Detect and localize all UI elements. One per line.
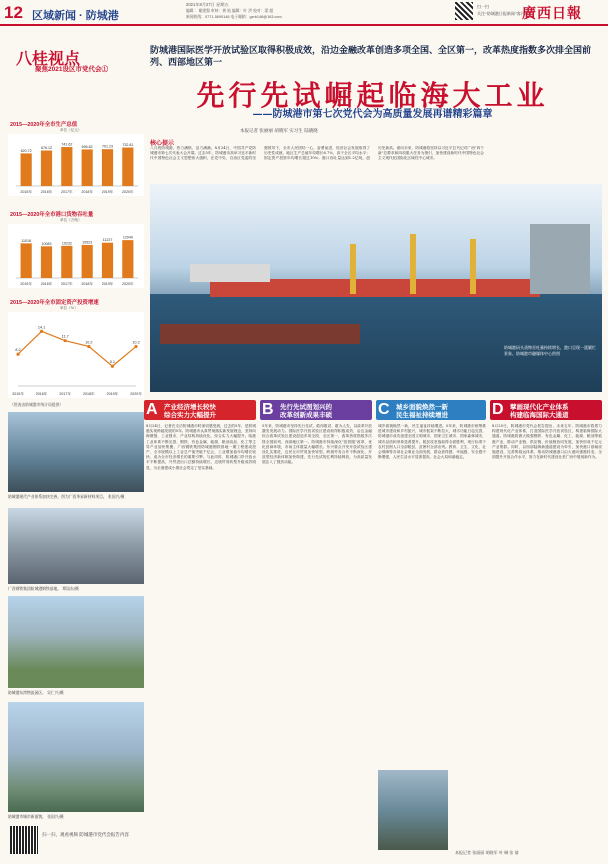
photo-caption-4: 防城港市城市新面貌。 张国兴/摄 [8,814,64,819]
section-c-photo [378,770,448,850]
series-line [18,331,136,366]
qr-text-2: 关注"防城港日报新闻"客户端 [477,11,529,16]
bar-5 [122,148,133,186]
section-a-banner [144,400,256,420]
photo-city [8,702,144,812]
data-label-1: 14.1 [37,325,46,330]
bar-0 [21,243,32,278]
tick-label-3: 2018年 [83,392,95,396]
footer-qr-icon[interactable] [10,826,38,854]
lead-text: 八月的防城港，热力满格，活力满满。8月24日，中国共产党防城港市第七次代表大会开幕。过去5年，防城港市高举习近平新时代中国特色社会主义思想伟大旗帜，在党中央、自治区党委的坚强领导下，全市人民团结一心，奋勇前进，经济社会发展取得了历史性成就，地区生产总值年均增长6.7%，高于全区平均水平；固定资产投资年均增长超过10%；港口吞吐量达到1.2亿吨，创历史新高。面向未来，防城港将坚持以习近平总书记对广西"四个新"总要求和四项重大任务为指引，加快建设新时代中国特色社会主义现代化国际化区域性中心城市。 [150,146,484,161]
chart-3-title: 2015—2020年全市固定资产投资增速 [10,300,99,306]
article-kicker: 防城港国际医学开放试验区取得积极成效，沿边金融改革创造多项全国、全区第一，改革热度指数多次排全国前列、西部地区第一 [150,45,592,67]
tick-label-5: 2020年 [122,282,134,286]
core-label: 核心提示 [150,141,175,147]
qr-code-icon[interactable] [455,2,473,20]
main-photo-caption: 防城港码头货物吞吐量持续增长，港口呈现一派繁忙景象。防城港市融媒体中心供图 [504,345,596,356]
section-b-line2: 改革创新成果丰硕 [280,412,332,419]
bar-2 [61,147,72,186]
port-throughput-bar-chart [8,224,144,288]
section-c-letter: C [378,401,390,418]
section-b-text: 5年来，防城港市坚持先行先试，敢闯敢试、敢为人先，以改革开放激发发展动力。国际医学开放试验区建设取得积极成效，沿边金融综合改革试验区建设创造多项全国、全区第一，改革热度指数多次排全国前列、西部地区第一。防城港市持续深化"放管服"改革，优化营商环境，市场主体数量大幅增长。东兴重点开发开放试验区建设扎实推进，边民互市贸易加快转型，跨境劳务合作不断深化，开放型经济新体制加快构建，先行先试的红利持续释放，为高质量发展注入了强劲动能。 [262,424,372,465]
chart-2-title: 2015—2020年全市港口货物吞吐量 [10,212,94,218]
bar-3 [82,245,93,278]
point-3 [87,345,90,348]
bar-4 [102,243,113,278]
photo-caption-2: 广西钢铁集团防城港钢铁基地。 覃国东/摄 [8,586,79,591]
data-label-0: 11018 [21,238,32,243]
data-label-2: 10232 [61,241,72,246]
photo-steel [8,508,144,584]
tick-label-1: 2016年 [40,282,53,286]
section-b-banner [260,400,372,420]
tick-label-2: 2017年 [61,282,73,286]
tick-label-3: 2018年 [81,282,93,286]
phone-line: 新闻热线：0771-5690148 电子邮箱：gxrb148@163.com [186,15,282,19]
point-5 [134,345,137,348]
main-port-photo [150,184,602,392]
tick-label-3: 2018年 [81,190,93,194]
tick-label-0: 2015年 [20,282,32,286]
author-line: 本报记者 张丽丽 胡晓军 叶 琳 张 倩 [455,850,519,855]
bar-1 [41,246,52,278]
data-label-4: 701.23 [102,144,113,149]
chart-1-unit: 单位（亿元） [60,128,82,132]
tick-label-4: 2019年 [101,190,114,194]
tick-label-1: 2016年 [35,392,48,396]
point-0 [16,353,19,356]
chart-source-note: （图表由防城港市统计局提供） [10,402,64,407]
chart-3-unit: 单位（%） [60,306,78,310]
gdp-bar-chart [8,134,144,196]
article-byline: 本报记者 张丽丽 胡晓军 实习生 陆晓晓 [240,129,318,134]
tick-label-4: 2019年 [106,392,119,396]
tick-label-0: 2015年 [20,190,32,194]
photo-caption-1: 防城港现代产业体系加快完善。图为广西华昇新材料项目。 张国兴/摄 [8,494,125,499]
photo-industry [8,412,144,492]
section-d-line1: 擘画现代化产业体系 [510,404,569,411]
section-c-line1: 城乡面貌焕然一新 [396,404,448,411]
bar-5 [122,240,133,278]
bagui-subtitle: 聚焦2021设区市党代会① [35,66,108,73]
paper-logo: 廣西日報 [522,7,582,22]
date-line: 2021年8月27日 星期五 [186,2,229,7]
investment-growth-line-chart [8,312,144,398]
tick-label-4: 2019年 [101,282,114,286]
article-headline: 先行先试崛起临海大工业 [196,79,549,112]
section-d-text: 8月25日，防城港市党代会报告提出，未来五年，防城港市将着力构建现代化产业体系，打造国际医学开放试验区，构建临海国际大通道。防城港将做大做强钢铁、有色金属、化工、能源、粮油等临港产业，推动产业链、供应链、价值链协同发展，加快形成千亿元产业集群。同时，以西部陆海新通道建设为牵引，加快港口基础设施建设，完善集疏运体系，推动防城港港口由大港向强港转变，全面提升开放合作水平，努力在新时代建设壮美广西中展现新作为。 [492,424,602,460]
data-label-1: 676.12 [41,146,52,151]
bar-1 [41,151,52,186]
data-label-3: 10.2 [85,340,93,345]
data-label-0: 8.2 [15,348,21,353]
data-label-1: 10083 [41,241,52,246]
staff-line: 编辑 ：谢建强 审核：黄 灿 编辑：叶 洪 校对：梁 超 [186,9,274,13]
photo-caption-3: 防城港东湾物流园区。 吴仁兴/摄 [8,690,64,695]
data-label-4: 5.1 [109,360,116,365]
tick-label-5: 2020年 [130,392,142,396]
data-label-0: 620.72 [20,148,32,153]
point-2 [64,339,67,342]
chart-2-unit: 单位（万吨） [60,218,82,222]
page-number: 12 [4,3,23,22]
data-label-5: 732.81 [122,143,134,148]
tick-label-0: 2015年 [12,392,24,396]
tick-label-1: 2016年 [40,190,53,194]
photo-logistics [8,596,144,688]
chart-1-title: 2015—2020年全市生产总值 [10,122,78,128]
data-label-2: 741.62 [61,142,73,147]
section-c-text: 城乡面貌焕然一新，民生福祉持续增进。5年来，防城港市统筹推进城市建设和乡村振兴，城市框架不断拉大，城市功能日趋完善，防城港市成功创建全国文明城市、国家卫生城市、国家森林城市，城市品质和形象显著提升。脱贫攻坚战取得全面胜利，现行标准下农村贫困人口全部脱贫，贫困村全部出列。教育、卫生、文化、社会保障等各项社会事业全面发展，群众获得感、幸福感、安全感不断增强，人民生活水平显著提高，社会大局和谐稳定。 [378,424,486,460]
bar-3 [82,149,93,186]
section-d-banner [490,400,602,420]
section-a-line2: 综合实力大幅提升 [164,412,216,419]
section-c-banner [376,400,486,420]
tick-label-2: 2017年 [59,392,71,396]
bagui-logo: 八桂视点 [16,51,81,68]
data-label-4: 11227 [102,238,113,243]
section-c-line2: 民生福祉持续增进 [396,412,448,419]
section-d-line2: 构建临海国际大通道 [510,412,569,419]
qr-text-1: 扫一扫 [477,4,489,9]
section-a-text: 8月24日，记者在走访防城港市时深切感受到，过去的5年，是防城港实现跨越发展的5年。防城港市认真贯彻落实新发展理念，坚持向海图强、工业强市，产业结构持续优化，综合实力大幅提升。临港工业体系不断完善，钢铁、有色金属、能源、粮油食品、化工等主导产业加快集聚，广西钢铁集团防城港钢铁基地一期工程建成投产，全市规模以上工业总产值突破千亿元，工业增加值年均增长较快，成为全市经济增长的重要引擎。与此同时，防城港口岸开放水平不断提高，外贸进出口总额持续增长，边境贸易转型升级成效明显，为全面建成小康社会奠定了坚实基础。 [146,424,256,470]
section-b-letter: B [262,401,274,418]
point-4 [111,365,114,368]
section-b-line1: 先行先试图划兴的 [280,404,332,411]
data-label-3: 696.82 [81,144,93,149]
bar-0 [21,153,32,186]
data-label-5: 12049 [122,235,133,240]
bar-2 [61,246,72,278]
section-a-line1: 产业经济增长较快 [164,404,216,411]
footer-qr-text: 扫一扫，观看视频 防城港市党代会报告内容 [42,833,129,838]
data-label-3: 10523 [82,240,93,245]
data-label-5: 10.2 [132,340,140,345]
data-label-2: 11.7 [61,334,69,339]
point-1 [40,330,43,333]
tick-label-2: 2017年 [61,190,73,194]
section-d-letter: D [492,401,504,418]
tick-label-5: 2020年 [122,190,134,194]
bar-4 [102,149,113,186]
article-subhead: ——防城港市第七次党代会为高质量发展再谱精彩篇章 [252,109,493,120]
section-title: 区域新闻 · 防城港 [32,10,119,22]
section-a-letter: A [146,401,158,418]
